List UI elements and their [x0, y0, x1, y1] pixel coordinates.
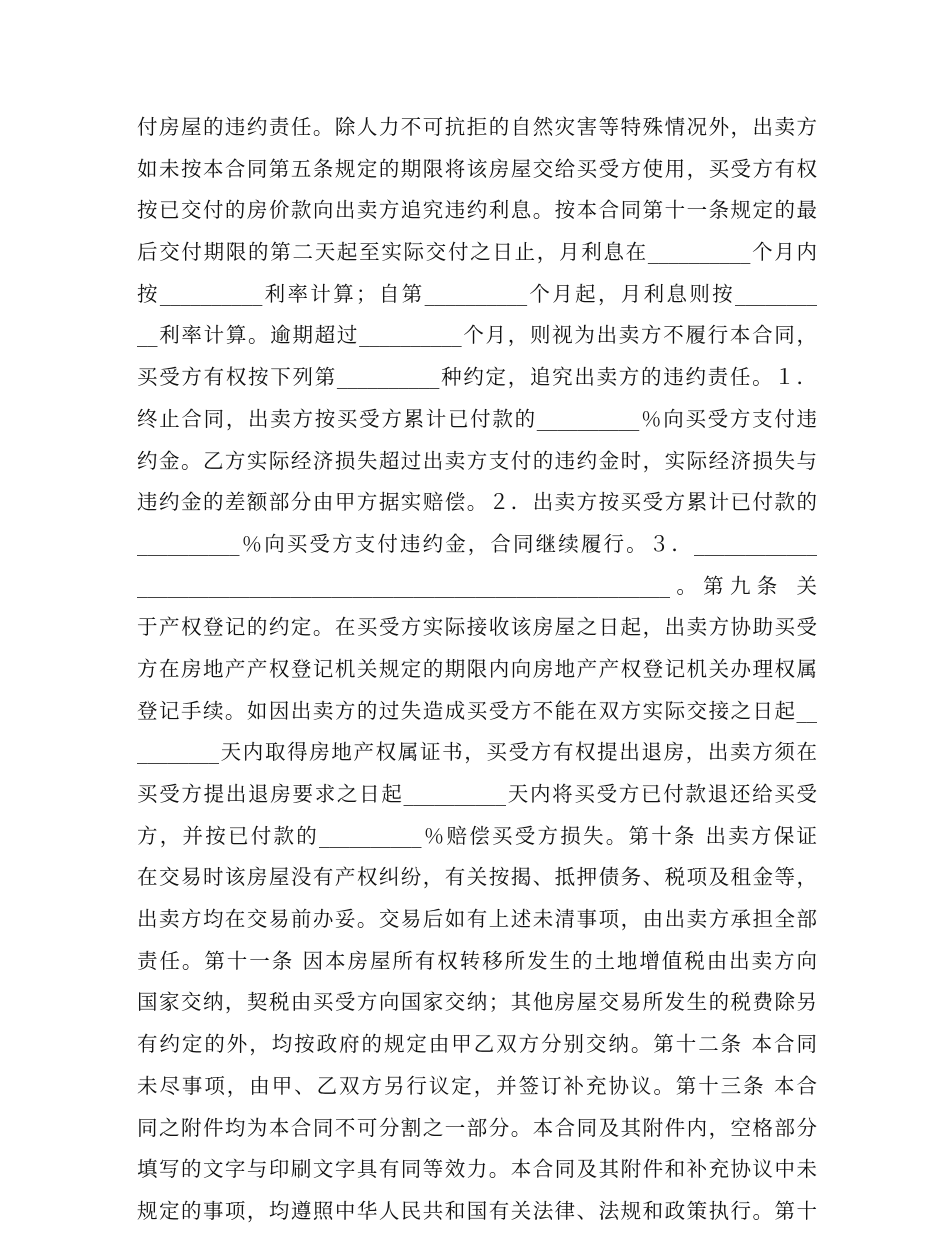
- contract-body-text: [137, 107, 817, 1233]
- text-line: 未尽事项，由甲、乙双方另行议定，并签订补充协议。第十三条 本合: [137, 1073, 817, 1098]
- text-line: 方，并按已付款的__________％赔偿买受方损失。第十条 出卖方保证: [137, 823, 817, 848]
- text-line: 于产权登记的约定。在买受方实际接收该房屋之日起，出卖方协助买受: [137, 615, 817, 640]
- text-line: 买受方有权按下列第__________种约定，追究出卖方的违约责任。１．: [137, 365, 817, 390]
- text-line: 按__________利率计算；自第__________个月起，月利息则按________: [137, 281, 817, 306]
- text-line: 终止合同，出卖方按买受方累计已付款的__________％向买受方支付违: [137, 406, 817, 431]
- text-line: 填写的文字与印刷文字具有同等效力。本合同及其附件和补充协议中未: [137, 1157, 817, 1182]
- text-line: 有约定的外，均按政府的规定由甲乙双方分别交纳。第十二条 本合同: [137, 1032, 817, 1057]
- text-line: 出卖方均在交易前办妥。交易后如有上述未清事项，由出卖方承担全部: [137, 907, 817, 932]
- text-line: 按已交付的房价款向出卖方追究违约利息。按本合同第十一条规定的最: [137, 198, 817, 223]
- text-line: __________％向买受方支付违约金，合同继续履行。３．____________: [137, 531, 817, 556]
- text-line: 国家交纳，契税由买受方向国家交纳；其他房屋交易所发生的税费除另: [137, 990, 817, 1015]
- text-line: 约金。乙方实际经济损失超过出卖方支付的违约金时，实际经济损失与: [137, 448, 817, 473]
- text-line: __利率计算。逾期超过__________个月，则视为出卖方不履行本合同，: [137, 323, 817, 348]
- text-line: 如未按本合同第五条规定的期限将该房屋交给买受方使用，买受方有权: [137, 156, 817, 181]
- text-line: 登记手续。如因出卖方的过失造成买受方不能在双方实际交接之日起__: [137, 698, 817, 723]
- text-line: ____________________________________________________。第九条 关: [137, 573, 817, 598]
- text-line: 在交易时该房屋没有产权纠纷，有关按揭、抵押债务、税项及租金等，: [137, 865, 817, 890]
- text-line: 付房屋的违约责任。除人力不可抗拒的自然灾害等特殊情况外，出卖方: [137, 115, 817, 139]
- text-line: 方在房地产产权登记机关规定的期限内向房地产产权登记机关办理权属: [137, 656, 817, 681]
- text-line: 违约金的差额部分由甲方据实赔偿。２．出卖方按买受方累计已付款的: [137, 490, 817, 515]
- text-line: 后交付期限的第二天起至实际交付之日止，月利息在__________个月内: [137, 240, 817, 265]
- text-line: 买受方提出退房要求之日起__________天内将买受方已付款退还给买受: [137, 782, 817, 806]
- text-line: 规定的事项，均遵照中华人民共和国有关法律、法规和政策执行。第十: [137, 1198, 817, 1223]
- text-line: ________天内取得房地产权属证书，买受方有权提出退房，出卖方须在: [137, 740, 817, 765]
- text-line: 同之附件均为本合同不可分割之一部分。本合同及其附件内，空格部分: [137, 1115, 817, 1140]
- text-line: 责任。第十一条 因本房屋所有权转移所发生的土地增值税由出卖方向: [137, 948, 817, 973]
